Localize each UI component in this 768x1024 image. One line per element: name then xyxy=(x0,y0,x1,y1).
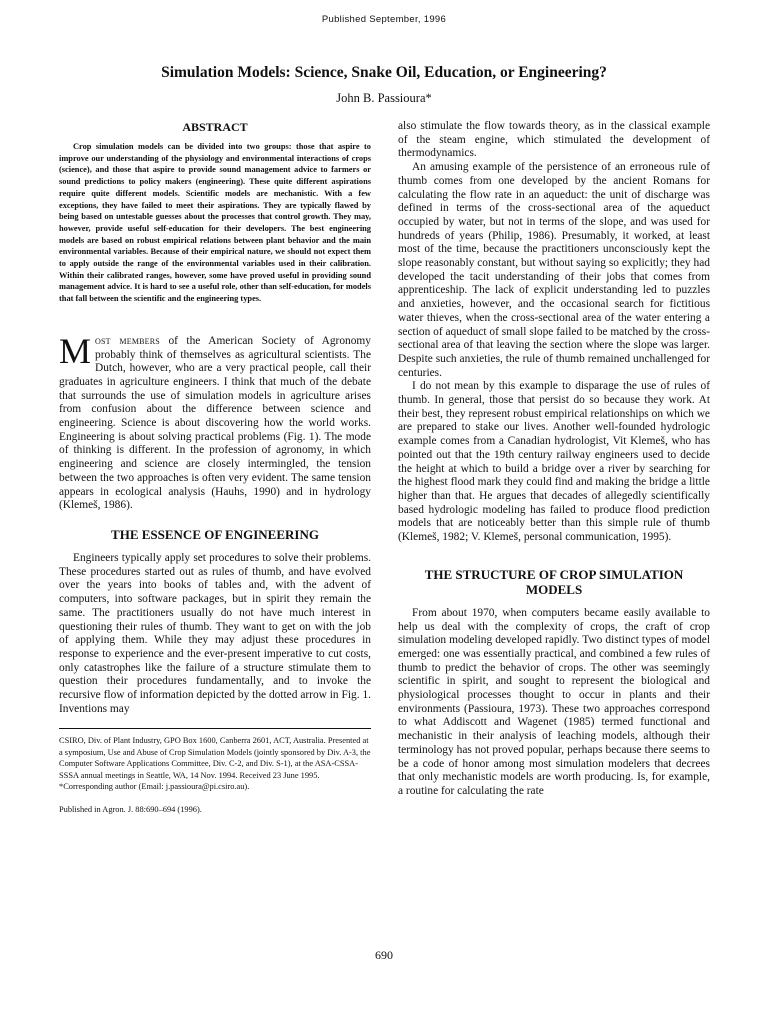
drop-cap: M xyxy=(59,330,92,371)
author-line: John B. Passioura* xyxy=(336,91,432,105)
right-paragraph-2: An amusing example of the persistence of an erroneous rule of thumb comes from one developed by the ancient Romans for calculating the flow rate in an aqueduct: the unit of discharge was defined in terms of the cross-sectional area of the aqueduct occupied by water, but not in terms of the slope, and was used for hundreds of years (Philip, 1986). Presumably, it worked, at least most of the time, because the practitioners unconsciously kept the slope reasonably constant, but without saying so explicitly; they had developed the tacit understanding of their jobs that comes from apprenticeship. The lack of explicit understanding led to puzzles and anxieties, however, and the occasional search for fictitious water thieves, when the cross-sectional area of the water entering a section of aqueduct of small slope failed to be matched by the cross-sectional area of that leaving the section where the slope was larger. Despite such anxieties, the rule of thumb remained unchallenged for centuries. xyxy=(398,161,710,379)
intro-smallcaps: ost members xyxy=(95,334,160,347)
journal-citation: Published in Agron. J. 88:690–694 (1996). xyxy=(59,805,202,815)
publication-date: Published September, 1996 xyxy=(321,14,447,25)
abstract-text: Crop simulation models can be divided into two groups: those that aspire to improve our understanding of the physiology and environmental interactions of crops (science), and those that aspire to provide sound management advice to farmers or sound predictions to policy makers (engineering). These quite different aspirations require quite different models. Scientific models are mechanistic. With a few exceptions, they have failed to meet their aspirations. They are typically flawed by being based on untestable guesses about the processes that control growth. They may, however, provide useful self-education for their developers. The best engineering models are based on robust empirical relations between plant behavior and the main environmental variables. Because of their empirical nature, we should not expect them to apply outside the range of the environmental variables used in their calibration. Within their calibrated ranges, however, some have proved useful in providing sound management advice. It is hard to see a useful role, other than self-education, for models that fall between the scientific and the engineering types. xyxy=(59,142,371,304)
footnote-rule xyxy=(59,728,371,729)
engineering-paragraph: Engineers typically apply set procedures to solve their problems. These procedures started out as rules of thumb, and have evolved over the years into books of tables and, with the advent of computers, into software packages, but in spirit they remain the same. The practitioners usually do not have much interest in questioning their rules of thumb. They want to get on with the job of applying them. While they may adjust these procedures in response to experience and the ever-present imperative to cut costs, only catastrophes like the failure of a structure stimulate them to question their procedures fundamentally, and to invoke the recursive flow of information depicted by the dotted arrow in Fig. 1. Inventions may xyxy=(59,551,371,715)
right-paragraph-3: I do not mean by this example to disparage the use of rules of thumb. In general, those that persist do so because they work. At their best, they represent robust empirical relationships on which we are prepared to stake our lives. Another well-founded hydrologic example comes from a Canadian hydrologist, Vit Klemeš, who has pointed out that the 19th century railway engineers used to decide the height at which to build a bridge over a river by searching for the highest flood mark they could find and making the bridge a little higher than that. He argues that decades of allegedly scientifically based hydrologic modeling has failed to produce flood prediction models that are noticeably better than this simple rule of thumb (Klemeš, 1982; V. Klemeš, personal communication, 1995). xyxy=(398,380,710,544)
paper-title: Simulation Models: Science, Snake Oil, Education, or Engineering? xyxy=(161,64,607,81)
intro-text: of the American Society of Agronomy probably think of themselves as agricultural scientists. The Dutch, however, who are a very practical people, call their graduates in agriculture engineers. I think that much of the debate that surrounds the use of simulation models in agriculture arises from confusion about the difference between science and engineering. Science is about discovering how the world works. Engineering is about solving practical problems (Fig. 1). The mode of thinking is different. In the profession of agronomy, in which engineering and science are closely intermingled, the tension between the two approaches is often very evident. The same tension appears in ecological analysis (Hauhs, 1990) and in hydrology (Klemeš, 1986). xyxy=(59,334,371,512)
section-heading-structure: THE STRUCTURE OF CROP SIMULATION MODELS xyxy=(424,566,684,597)
page-number: 690 xyxy=(375,948,393,962)
affiliation-footnote: CSIRO, Div. of Plant Industry, GPO Box 1600, Canberra 2601, ACT, Australia. Presented at a symposium, Use and Abuse of Crop Simulation Models (jointly sponsored by Div. A-3, the Computer Software Applications Committee, Div. C-2, and Div. S-1), at the ASA-CSSA-SSSA annual meetings in Seattle, WA, 14 Nov. 1994. Received 23 June 1995. *Corresponding author (Email: j.passioura@pi.csiro.au). xyxy=(59,736,371,792)
right-paragraph-4: From about 1970, when computers became easily available to help us deal with the complexity of crops, the craft of crop simulation modeling developed rapidly. Two distinct types of model emerged: one was essentially practical, and combined a few rules of thumb to predict the behavior of crops. The other was seemingly scientific in spirit, and sought to represent the biological and physiological processes thought to occur in plants and their environments (Passioura, 1973). These two approaches correspond to what Addiscott and Wagenet (1985) termed functional and mechanistic in their analysis of leaching models, although their terminology has not proved popular, perhaps because there seems to be a code of honor among most simulation modelers that decrees that only mechanistic models are worth producing. Is, for example, a routine for calculating the rate xyxy=(398,606,710,797)
intro-paragraph xyxy=(59,330,371,513)
left-column xyxy=(59,120,371,816)
abstract-heading: ABSTRACT xyxy=(182,120,248,134)
right-column xyxy=(398,120,710,799)
section-heading-engineering: THE ESSENCE OF ENGINEERING xyxy=(111,526,319,542)
right-paragraph-1: also stimulate the flow towards theory, as in the classical example of the steam engine, which stimulated the development of thermodynamics. xyxy=(398,120,710,160)
